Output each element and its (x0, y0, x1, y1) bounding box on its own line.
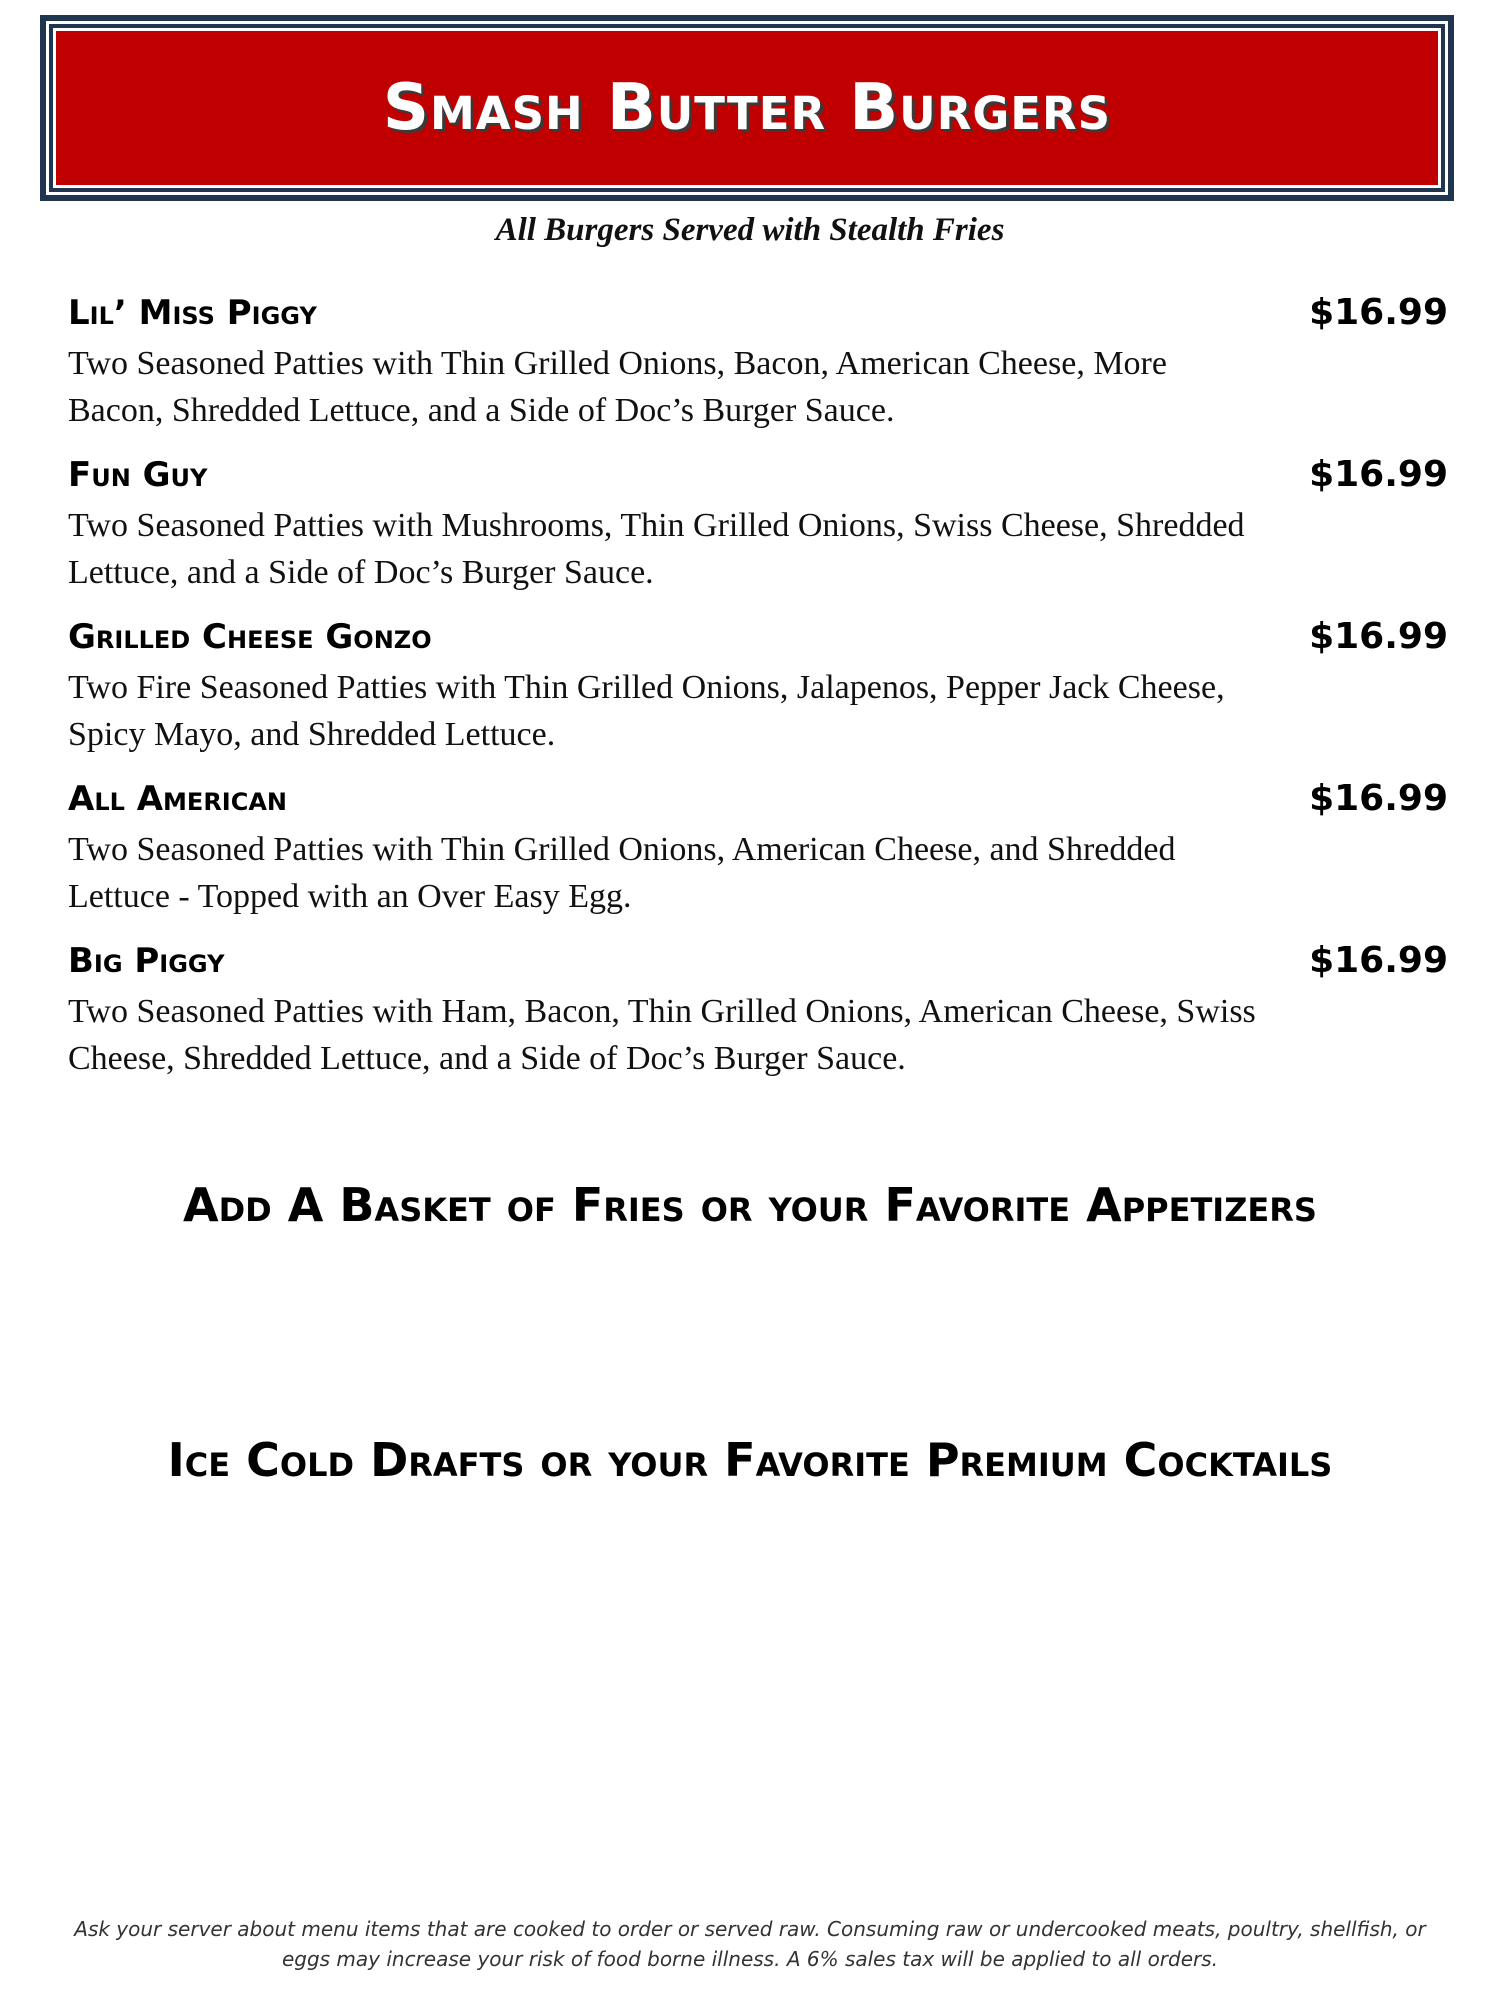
item-name: Big Piggy (68, 941, 225, 981)
menu-item (68, 454, 1448, 596)
drinks-promo-text: Ice Cold Drafts or your Favorite Premium Cocktails (167, 1433, 1333, 1487)
item-price: $16.99 (1309, 778, 1448, 819)
item-description: Two Seasoned Patties with Mushrooms, Thin Grilled Onions, Swiss Cheese, Shredded Lettuce, and a Side of Doc’s Burger Sauce. (68, 507, 1245, 591)
menu-item (68, 940, 1448, 1082)
item-description: Two Seasoned Patties with Ham, Bacon, Thin Grilled Onions, American Cheese, Swiss Cheese, Shredded Lettuce, and a Side of Doc’s Burger Sauce. (68, 993, 1256, 1077)
menu-item (68, 292, 1448, 434)
food-safety-disclaimer: Ask your server about menu items that are cooked to order or served raw. Consuming raw or undercooked meats, poultry, shellfish, or eggs may increase your risk of food borne illness. A 6% sales tax will be applied to all orders. (74, 1917, 1426, 1971)
item-price: $16.99 (1309, 454, 1448, 495)
menu-title: Smash Butter Burgers (382, 71, 1112, 145)
fries-promo (0, 1170, 1500, 1240)
item-price: $16.99 (1309, 616, 1448, 657)
menu-item (68, 778, 1448, 920)
item-description: Two Fire Seasoned Patties with Thin Grilled Onions, Jalapenos, Pepper Jack Cheese, Spicy Mayo, and Shredded Lettuce. (68, 669, 1225, 753)
item-name: All American (68, 779, 288, 819)
item-description: Two Seasoned Patties with Thin Grilled Onions, Bacon, American Cheese, More Bacon, Shredded Lettuce, and a Side of Doc’s Burger Sauce. (68, 345, 1167, 429)
item-name: Fun Guy (68, 455, 208, 495)
fries-promo-text: Add A Basket of Fries or your Favorite Appetizers (183, 1178, 1317, 1232)
header-banner (40, 15, 1454, 201)
item-price: $16.99 (1309, 940, 1448, 981)
item-name: Grilled Cheese Gonzo (68, 617, 432, 657)
item-description: Two Seasoned Patties with Thin Grilled Onions, American Cheese, and Shredded Lettuce - Topped with an Over Easy Egg. (68, 831, 1176, 915)
menu-item (68, 616, 1448, 758)
burger-menu-list (68, 292, 1448, 1102)
drinks-promo (0, 1425, 1500, 1495)
menu-subtitle: All Burgers Served with Stealth Fries (495, 212, 1005, 248)
item-name: Lil’ Miss Piggy (68, 293, 317, 333)
item-price: $16.99 (1309, 292, 1448, 333)
